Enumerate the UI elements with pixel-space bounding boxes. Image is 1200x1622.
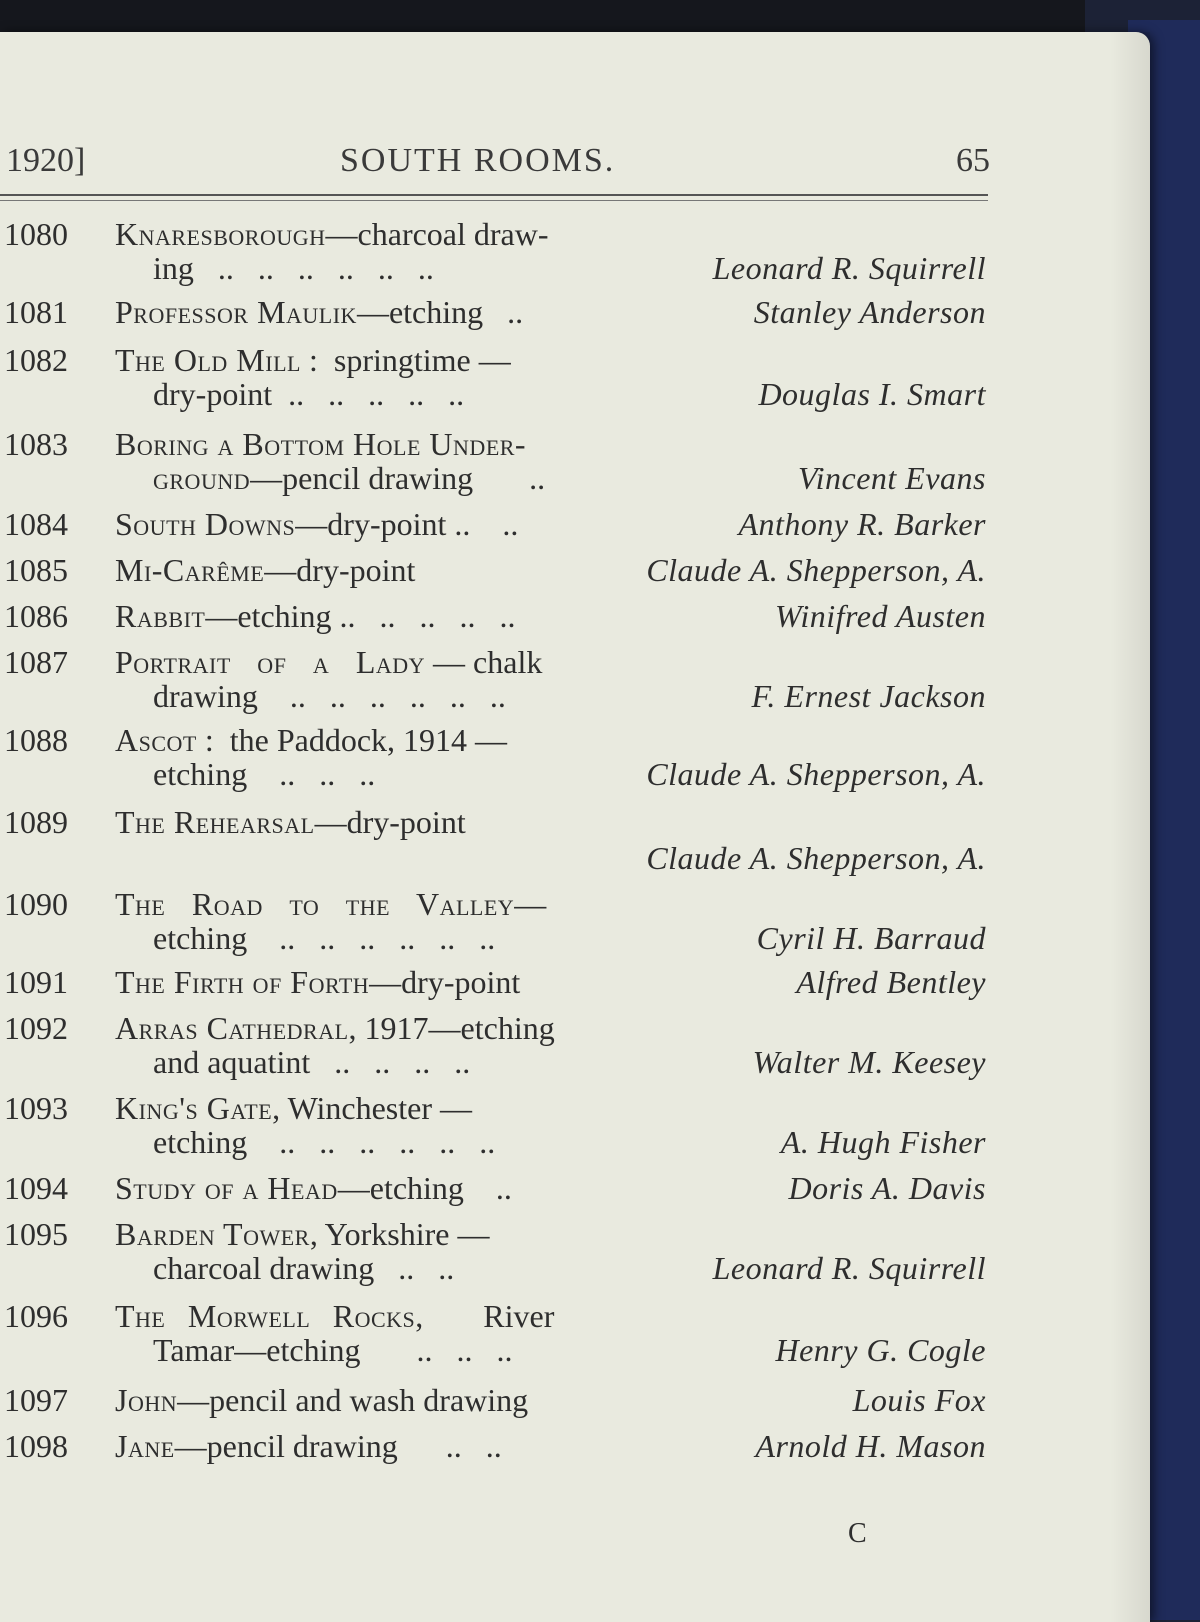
header-rule: [0, 194, 988, 196]
entry-title: Boring a Bottom Hole Under-: [115, 426, 527, 462]
catalogue-entry: [0, 426, 990, 498]
entry-number: 1098: [4, 1428, 68, 1464]
entry-medium: —dry-point: [264, 552, 416, 588]
entry-title: The Road to the Valley: [115, 886, 515, 922]
entry-line1: [115, 804, 466, 840]
entry-title: Portrait of a Lady: [115, 644, 426, 680]
entry-artist: A. Hugh Fisher: [780, 1124, 986, 1160]
catalogue-entry: [0, 964, 990, 1004]
page-number: 65: [956, 142, 990, 179]
catalogue-entry: [0, 552, 990, 592]
entry-line1: [115, 426, 526, 462]
entry-line1: [115, 644, 542, 680]
entry-artist: Doris A. Davis: [788, 1170, 986, 1206]
entry-title: John: [115, 1382, 178, 1418]
entry-line1: [115, 342, 511, 378]
entry-medium: —charcoal draw-: [325, 216, 549, 252]
catalogue-entry: [0, 1216, 990, 1288]
entry-title: South Downs: [115, 506, 296, 542]
catalogue-entry: [0, 804, 990, 876]
entry-line1: [115, 964, 520, 1000]
catalogue-entry: [0, 216, 990, 288]
entry-line1: [115, 1216, 489, 1252]
entry-line1: [115, 886, 546, 922]
entry-number: 1081: [4, 294, 68, 330]
entry-medium: —etching ..: [356, 294, 524, 330]
entry-artist: Stanley Anderson: [753, 294, 986, 330]
entry-medium: , 1917—etching: [348, 1010, 555, 1046]
entry-number: 1097: [4, 1382, 68, 1418]
entry-artist: Winifred Austen: [774, 598, 986, 634]
entry-number: 1085: [4, 552, 68, 588]
entry-line2: etching .. .. .. .. .. ..: [153, 920, 496, 956]
entry-line1: [115, 1010, 555, 1046]
entry-line1: [115, 506, 518, 542]
entry-medium: —pencil drawing .. ..: [174, 1428, 502, 1464]
entry-medium: : springtime —: [300, 342, 511, 378]
entry-title: Knaresborough: [115, 216, 326, 252]
catalogue-entry: [0, 886, 990, 958]
header-year: 1920]: [6, 142, 86, 179]
catalogue-entry: [0, 1428, 990, 1468]
entry-title: Professor Maulik: [115, 294, 357, 330]
entry-line1: [115, 1170, 512, 1206]
entry-line2: etching .. .. ..: [153, 756, 376, 792]
entry-artist: Alfred Bentley: [796, 964, 986, 1000]
entry-line1: [115, 552, 415, 588]
entry-artist: Cyril H. Barraud: [756, 920, 986, 956]
entry-artist: Leonard R. Squirrell: [712, 250, 986, 286]
entry-number: 1092: [4, 1010, 68, 1046]
entry-number: 1095: [4, 1216, 68, 1252]
entry-number: 1093: [4, 1090, 68, 1126]
entry-line2: dry-point .. .. .. .. ..: [153, 376, 465, 412]
entry-artist: Anthony R. Barker: [738, 506, 986, 542]
entry-artist: Louis Fox: [852, 1382, 986, 1418]
entry-medium: , River: [415, 1298, 555, 1334]
entry-title: The Morwell Rocks: [115, 1298, 416, 1334]
entry-medium: —dry-point: [369, 964, 521, 1000]
entry-medium: —etching ..: [337, 1170, 512, 1206]
entry-line1: [115, 1090, 472, 1126]
entry-medium: —pencil and wash drawing: [177, 1382, 529, 1418]
entry-number: 1086: [4, 598, 68, 634]
entry-line1: [115, 1298, 554, 1334]
entry-medium: — chalk: [425, 644, 543, 680]
entry-line2: etching .. .. .. .. .. ..: [153, 1124, 496, 1160]
entry-line1: [115, 598, 516, 634]
signature-mark: C: [848, 1518, 867, 1549]
entry-line1: [115, 1382, 528, 1418]
catalogue-entry: [0, 506, 990, 546]
entry-title: Jane: [115, 1428, 175, 1464]
entry-title: The Firth of Forth: [115, 964, 370, 1000]
entry-artist: Claude A. Shepperson, A.: [646, 552, 986, 588]
catalogue-entry: [0, 644, 990, 716]
entry-artist: Claude A. Shepperson, A.: [646, 840, 986, 876]
catalogue-entry: [0, 1010, 990, 1082]
header-rule-thin: [0, 200, 988, 201]
entry-line2: drawing .. .. .. .. .. ..: [153, 678, 506, 714]
book-page: [0, 32, 1150, 1622]
entry-artist: Walter M. Keesey: [752, 1044, 986, 1080]
catalogue-entry: [0, 1170, 990, 1210]
catalogue-entry: [0, 598, 990, 638]
entry-medium: —pencil drawing ..: [250, 460, 546, 496]
entry-title: Ascot: [115, 722, 197, 758]
entry-line2: ing .. .. .. .. .. ..: [153, 250, 434, 286]
entry-medium: —dry-point .. ..: [295, 506, 519, 542]
entry-number: 1096: [4, 1298, 68, 1334]
entry-artist: Leonard R. Squirrell: [712, 1250, 986, 1286]
entry-title: King's Gate: [115, 1090, 273, 1126]
entry-title: The Rehearsal: [115, 804, 315, 840]
entry-number: 1083: [4, 426, 68, 462]
entry-number: 1084: [4, 506, 68, 542]
entry-number: 1089: [4, 804, 68, 840]
entry-medium: , Yorkshire —: [309, 1216, 490, 1252]
catalogue-entry: [0, 1382, 990, 1422]
entry-number: 1091: [4, 964, 68, 1000]
entry-title: Study of a Head: [115, 1170, 338, 1206]
entry-line1: [115, 1428, 502, 1464]
entry-medium: —dry-point: [314, 804, 466, 840]
page-shade: [1110, 32, 1150, 1622]
entry-number: 1082: [4, 342, 68, 378]
entry-medium: : the Paddock, 1914 —: [196, 722, 508, 758]
entry-line2: and aquatint .. .. .. ..: [153, 1044, 471, 1080]
catalogue-entry: [0, 1090, 990, 1162]
entry-number: 1080: [4, 216, 68, 252]
entry-number: 1090: [4, 886, 68, 922]
catalogue-entry: [0, 722, 990, 794]
entry-artist: Arnold H. Mason: [755, 1428, 986, 1464]
entry-title: Arras Cathedral: [115, 1010, 349, 1046]
entry-title: Barden Tower: [115, 1216, 310, 1252]
entry-line2: [153, 460, 545, 496]
entry-line2: Tamar—etching .. .. ..: [153, 1332, 513, 1368]
entry-title-cont: ground: [153, 460, 251, 496]
entry-line1: [115, 294, 523, 330]
catalogue-entry: [0, 294, 990, 334]
entry-line2: charcoal drawing .. ..: [153, 1250, 455, 1286]
entry-line1: [115, 722, 507, 758]
catalogue-entry: [0, 342, 990, 414]
header-title: SOUTH ROOMS.: [340, 142, 616, 179]
entry-title: Mi-Carême: [115, 552, 265, 588]
entry-artist: Claude A. Shepperson, A.: [646, 756, 986, 792]
entry-medium: —etching .. .. .. .. ..: [205, 598, 516, 634]
entry-title: The Old Mill: [115, 342, 301, 378]
entry-medium: , Winchester —: [272, 1090, 472, 1126]
running-head: [0, 142, 990, 192]
entry-artist: Douglas I. Smart: [758, 376, 986, 412]
entry-medium: —: [514, 886, 547, 922]
entry-title: Rabbit: [115, 598, 206, 634]
entry-artist: Henry G. Cogle: [775, 1332, 986, 1368]
entry-artist: Vincent Evans: [797, 460, 986, 496]
entry-artist: F. Ernest Jackson: [751, 678, 986, 714]
entry-number: 1087: [4, 644, 68, 680]
entry-line1: [115, 216, 549, 252]
entry-number: 1094: [4, 1170, 68, 1206]
entry-number: 1088: [4, 722, 68, 758]
catalogue-entry: [0, 1298, 990, 1370]
